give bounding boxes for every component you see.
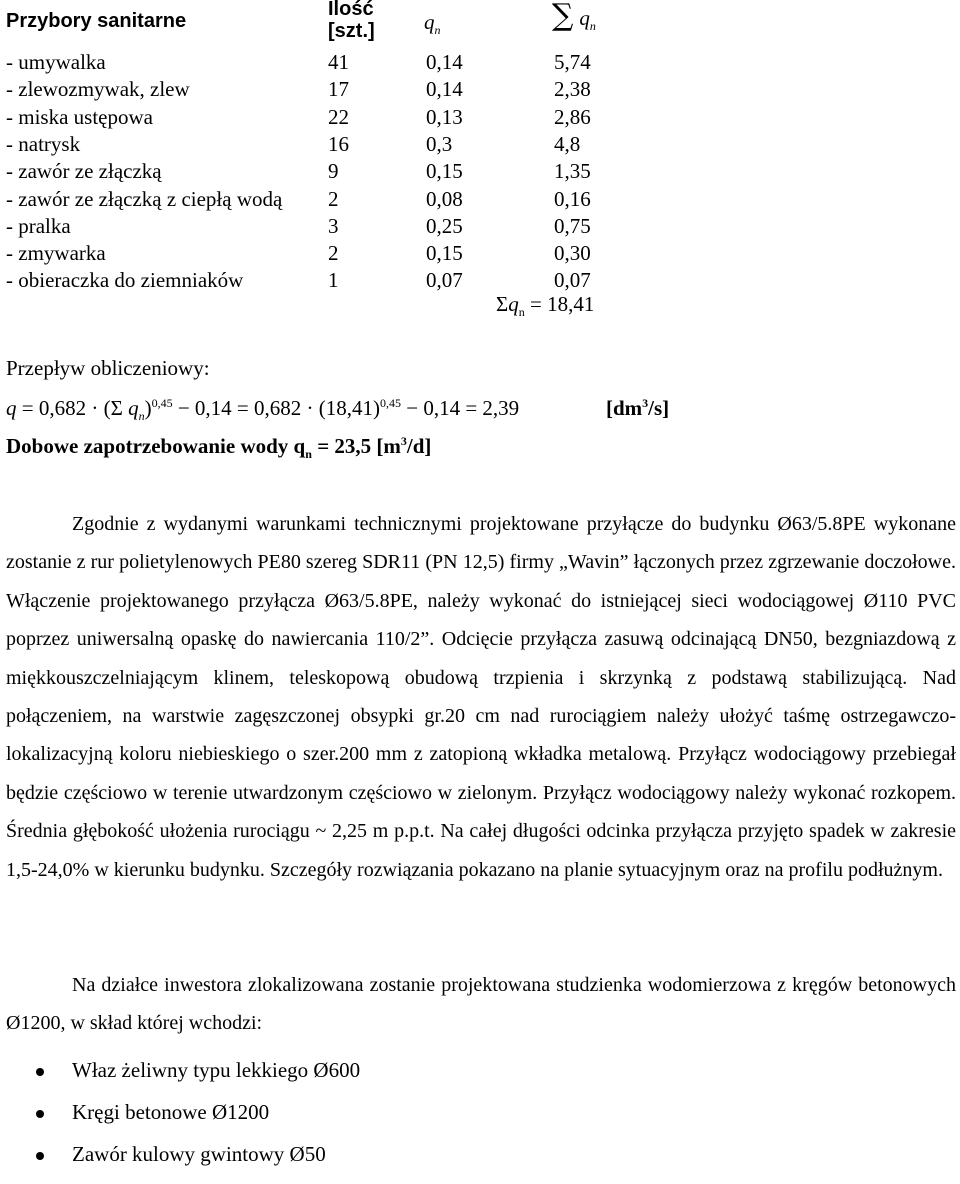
unit-pre: [dm xyxy=(606,396,643,420)
meter-chamber-description: Na działce inwestora zlokalizowana zostanie projektowana studzienka wodomierzowa z kręgów betonowych Ø1200, w skład której wchodzi: xyxy=(6,974,956,1035)
daily-demand xyxy=(6,434,432,462)
formula-part3: − 0,14 = 2,39 xyxy=(400,396,520,420)
table-cell-sum: 2,86 xyxy=(554,105,591,129)
sum-sign: ∑ xyxy=(552,0,574,33)
daily-mid: = 23,5 [m xyxy=(311,434,401,458)
list-item-label: Zawór kulowy gwintowy Ø50 xyxy=(72,1142,326,1166)
table-cell-qty: 1 xyxy=(328,268,339,292)
table-header-quantity-line1: Ilość xyxy=(328,0,374,20)
formula-qn: q xyxy=(128,396,139,420)
total-var: q xyxy=(508,292,519,316)
list-item-label: Właz żeliwny typu lekkiego Ø600 xyxy=(72,1058,361,1082)
table-cell-sum: 5,74 xyxy=(554,50,591,74)
table-cell-name: - natrysk xyxy=(6,132,81,156)
list-item xyxy=(0,1058,960,1100)
qn-var: q xyxy=(424,10,435,34)
formula-close: ) xyxy=(144,396,152,420)
unit-sup: 3 xyxy=(642,396,649,410)
table-cell-qty: 17 xyxy=(328,77,349,101)
formula-part2: − 0,14 = 0,682 · (18,41) xyxy=(172,396,380,420)
table-cell-sum: 2,38 xyxy=(554,77,591,101)
table-cell-qty: 3 xyxy=(328,214,339,238)
table-header-quantity xyxy=(328,0,375,42)
table-cell-name: - umywalka xyxy=(6,50,106,74)
table-cell-qn: 0,15 xyxy=(426,159,463,183)
total-sigma: Σ xyxy=(496,292,509,316)
table-cell-name: - zmywarka xyxy=(6,241,106,265)
table-cell-qn: 0,14 xyxy=(426,77,463,101)
table-cell-qn: 0,13 xyxy=(426,105,463,129)
daily-sup: 3 xyxy=(400,434,407,448)
table-cell-sum: 0,16 xyxy=(554,187,591,211)
sum-qn-var: q xyxy=(579,6,590,30)
total-value: = 18,41 xyxy=(529,292,595,316)
daily-pre: Dobowe zapotrzebowanie wody q xyxy=(6,434,306,458)
table-cell-sum: 0,75 xyxy=(554,214,591,238)
table-total xyxy=(496,292,595,320)
table-cell-qn: 0,14 xyxy=(426,50,463,74)
table-cell-qn: 0,25 xyxy=(426,214,463,238)
formula-exp2: 0,45 xyxy=(379,396,401,410)
table-cell-name: - zlewozmywak, zlew xyxy=(6,77,190,101)
formula-q: q xyxy=(6,396,17,420)
total-sub: n xyxy=(518,305,525,320)
qn-sub: n xyxy=(434,23,441,38)
bullet-icon xyxy=(36,1068,44,1076)
table-cell-qty: 2 xyxy=(328,187,339,211)
table-cell-qn: 0,08 xyxy=(426,187,463,211)
unit-post: /s] xyxy=(648,396,670,420)
bullet-icon xyxy=(36,1110,44,1118)
formula-exp1: 0,45 xyxy=(151,396,173,410)
table-cell-qty: 9 xyxy=(328,159,339,183)
table-cell-qty: 22 xyxy=(328,105,349,129)
components-list xyxy=(0,1058,960,1184)
table-cell-qn: 0,3 xyxy=(426,132,453,156)
formula-part1: = 0,682 · (Σ xyxy=(16,396,129,420)
list-item xyxy=(0,1142,960,1184)
flow-formula xyxy=(6,396,520,424)
table-cell-sum: 1,35 xyxy=(554,159,591,183)
table-cell-sum: 0,07 xyxy=(554,268,591,292)
table-cell-name: - zawór ze złączką xyxy=(6,159,162,183)
connection-description: Zgodnie z wydanymi warunkami technicznymi projektowane przyłącze do budynku Ø63/5.8PE wykonane zostanie z rur polietylenowych PE80 szereg SDR11 (PN 12,5) firmy „Wavin” łączonych przez zgrzewanie doczołowe. Włączenie projektowanego przyłącza Ø63/5.8PE, należy wykonać do istniejącej sieci wodociągowej Ø110 PVC poprzez uniwersalną opaskę do nawiercania 110/2”. Odcięcie przyłącza zasuwą odcinającą DN50, bezgniazdową z miękkouszczelniającym klinem, teleskopową obudową trzpienia i skrzynką z podstawą stabilizującą. Nad połączeniem, na warstwie zagęszczonej obsypki gr.20 cm nad rurociągiem należy ułożyć taśmę ostrzegawczo-lokalizacyjną koloru niebieskiego o szer.200 mm z zatopioną wkładka metalową. Przyłącz wodociągowy przebiegał będzie częściowo w terenie utwardzonym częściowo w zielonym. Przyłącz wodociągowy należy wykonać rozkopem. Średnia głębokość ułożenia rurociągu ~ 2,25 m p.p.t. Na całej długości odcinka przyłącza przyjęto spadek w zakresie 1,5-24,0% w kierunku budynku. Szczegóły rozwiązania pokazano na planie sytuacyjnym oraz na profilu podłużnym. xyxy=(6,513,956,881)
table-cell-sum: 4,8 xyxy=(554,132,581,156)
flow-heading: Przepływ obliczeniowy: xyxy=(6,356,210,380)
table-header-quantity-line2: [szt.] xyxy=(328,20,375,42)
table-header-sum-qn xyxy=(552,0,596,34)
table-cell-name: - obieraczka do ziemniaków xyxy=(6,268,244,292)
table-cell-name: - miska ustępowa xyxy=(6,105,153,129)
daily-post: /d] xyxy=(406,434,432,458)
table-cell-qn: 0,07 xyxy=(426,268,463,292)
bullet-icon xyxy=(36,1152,44,1160)
formula-qn-sub: n xyxy=(138,409,145,424)
table-cell-name: - pralka xyxy=(6,214,71,238)
flow-unit xyxy=(606,396,669,420)
table-cell-qty: 16 xyxy=(328,132,349,156)
list-item-label: Kręgi betonowe Ø1200 xyxy=(72,1100,270,1124)
table-cell-sum: 0,30 xyxy=(554,241,591,265)
table-header-qn xyxy=(424,10,441,38)
table-cell-qty: 41 xyxy=(328,50,349,74)
table-header-fixtures: Przybory sanitarne xyxy=(6,10,187,32)
table-cell-qty: 2 xyxy=(328,241,339,265)
list-item xyxy=(0,1100,960,1142)
table-cell-qn: 0,15 xyxy=(426,241,463,265)
sum-qn-sub: n xyxy=(589,19,596,34)
table-cell-name: - zawór ze złączką z ciepłą wodą xyxy=(6,187,283,211)
daily-sub: n xyxy=(305,447,312,462)
